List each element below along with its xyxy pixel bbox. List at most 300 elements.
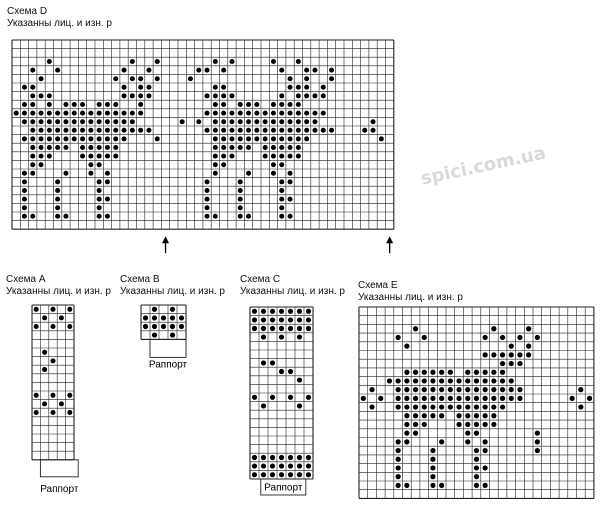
stitch-dot	[88, 119, 93, 124]
stitch-dot	[483, 439, 488, 444]
stitch-dot	[483, 335, 488, 340]
stitch-dot	[279, 145, 284, 150]
stitch-dot	[55, 179, 60, 184]
stitch-dot	[321, 111, 326, 116]
stitch-dot	[97, 179, 102, 184]
stitch-dot	[246, 136, 251, 141]
stitch-dot	[369, 404, 374, 409]
stitch-dot	[47, 136, 52, 141]
stitch-dot	[138, 76, 143, 81]
stitch-dot	[422, 422, 427, 427]
stitch-dot	[122, 128, 127, 133]
stitch-dot	[246, 171, 251, 176]
stitch-dot	[261, 464, 266, 469]
stitch-dot	[465, 404, 470, 409]
stitch-dot	[396, 483, 401, 488]
stitch-dot	[14, 111, 19, 116]
stitch-dot	[288, 171, 293, 176]
stitch-dot	[279, 326, 284, 331]
chart-c-subtitle: Указанны лиц. и изн. р	[240, 286, 345, 297]
stitch-dot	[138, 93, 143, 98]
stitch-dot	[296, 59, 301, 64]
stitch-dot	[517, 387, 522, 392]
stitch-dot	[229, 128, 234, 133]
stitch-dot	[279, 136, 284, 141]
stitch-dot	[378, 396, 383, 401]
stitch-dot	[312, 68, 317, 73]
stitch-dot	[279, 188, 284, 193]
stitch-dot	[55, 214, 60, 219]
stitch-dot	[30, 136, 35, 141]
stitch-dot	[306, 455, 311, 460]
stitch-dot	[587, 396, 592, 401]
stitch-dot	[413, 378, 418, 383]
stitch-dot	[296, 145, 301, 150]
stitch-dot	[491, 326, 496, 331]
stitch-dot	[50, 393, 55, 398]
stitch-dot	[63, 136, 68, 141]
stitch-dot	[404, 483, 409, 488]
stitch-dot	[306, 309, 311, 314]
stitch-dot	[261, 472, 266, 477]
stitch-dot	[500, 361, 505, 366]
stitch-dot	[279, 119, 284, 124]
stitch-dot	[526, 326, 531, 331]
stitch-dot	[404, 431, 409, 436]
stitch-dot	[517, 396, 522, 401]
stitch-dot	[252, 326, 257, 331]
stitch-dot	[188, 76, 193, 81]
stitch-dot	[47, 154, 52, 159]
stitch-dot	[271, 119, 276, 124]
stitch-dot	[439, 483, 444, 488]
stitch-dot	[304, 93, 309, 98]
stitch-dot	[252, 464, 257, 469]
stitch-dot	[67, 410, 72, 415]
stitch-dot	[288, 214, 293, 219]
stitch-dot	[22, 179, 27, 184]
stitch-dot	[238, 136, 243, 141]
stitch-dot	[396, 457, 401, 462]
stitch-dot	[47, 59, 52, 64]
stitch-dot	[261, 335, 266, 340]
stitch-dot	[430, 448, 435, 453]
stitch-dot	[42, 401, 47, 406]
chart-c-title: Схема C	[240, 274, 281, 285]
stitch-dot	[288, 395, 293, 400]
stitch-dot	[138, 111, 143, 116]
stitch-dot	[306, 464, 311, 469]
stitch-dot	[72, 136, 77, 141]
stitch-dot	[88, 136, 93, 141]
stitch-dot	[297, 317, 302, 322]
stitch-dot	[55, 119, 60, 124]
stitch-dot	[296, 111, 301, 116]
stitch-dot	[296, 85, 301, 90]
stitch-dot	[483, 422, 488, 427]
stitch-dot	[105, 102, 110, 107]
stitch-dot	[270, 360, 275, 365]
stitch-dot	[396, 404, 401, 409]
stitch-dot	[205, 188, 210, 193]
stitch-dot	[413, 387, 418, 392]
stitch-dot	[122, 136, 127, 141]
stitch-dot	[105, 154, 110, 159]
stitch-dot	[500, 396, 505, 401]
stitch-dot	[229, 154, 234, 159]
stitch-dot	[80, 119, 85, 124]
stitch-dot	[34, 307, 39, 312]
stitch-dot	[88, 171, 93, 176]
stitch-dot	[279, 111, 284, 116]
stitch-dot	[97, 128, 102, 133]
stitch-dot	[97, 197, 102, 202]
stitch-dot	[474, 413, 479, 418]
stitch-dot	[474, 431, 479, 436]
stitch-dot	[439, 439, 444, 444]
stitch-dot	[456, 422, 461, 427]
stitch-dot	[396, 335, 401, 340]
stitch-dot	[279, 93, 284, 98]
stitch-dot	[229, 119, 234, 124]
stitch-dot	[271, 171, 276, 176]
stitch-dot	[252, 455, 257, 460]
stitch-dot	[213, 93, 218, 98]
stitch-dot	[288, 128, 293, 133]
stitch-dot	[205, 128, 210, 133]
stitch-dot	[430, 404, 435, 409]
stitch-dot	[63, 111, 68, 116]
stitch-dot	[47, 111, 52, 116]
stitch-dot	[296, 102, 301, 107]
stitch-dot	[170, 315, 175, 320]
stitch-dot	[404, 396, 409, 401]
stitch-dot	[270, 326, 275, 331]
stitch-dot	[252, 395, 257, 400]
stitch-dot	[296, 93, 301, 98]
stitch-dot	[491, 396, 496, 401]
stitch-dot	[396, 474, 401, 479]
stitch-dot	[288, 136, 293, 141]
chart-b-subtitle: Указанны лиц. и изн. р	[120, 286, 225, 297]
stitch-dot	[288, 85, 293, 90]
stitch-dot	[430, 413, 435, 418]
stitch-dot	[50, 324, 55, 329]
stitch-dot	[88, 162, 93, 167]
stitch-dot	[297, 309, 302, 314]
stitch-dot	[213, 102, 218, 107]
stitch-dot	[491, 370, 496, 375]
stitch-dot	[238, 188, 243, 193]
stitch-dot	[221, 102, 226, 107]
stitch-dot	[329, 128, 334, 133]
stitch-dot	[304, 128, 309, 133]
chart-b-title: Схема B	[120, 274, 160, 285]
stitch-dot	[448, 387, 453, 392]
stitch-dot	[213, 119, 218, 124]
stitch-dot	[288, 309, 293, 314]
stitch-dot	[361, 396, 366, 401]
stitch-dot	[105, 128, 110, 133]
stitch-dot	[288, 102, 293, 107]
stitch-dot	[297, 326, 302, 331]
stitch-dot	[55, 205, 60, 210]
stitch-dot	[500, 335, 505, 340]
stitch-dot	[47, 145, 52, 150]
stitch-dot	[47, 119, 52, 124]
stitch-dot	[413, 370, 418, 375]
stitch-dot	[535, 439, 540, 444]
stitch-dot	[535, 335, 540, 340]
chart-b-rapport	[149, 339, 188, 370]
stitch-dot	[329, 68, 334, 73]
stitch-dot	[39, 111, 44, 116]
stitch-dot	[105, 171, 110, 176]
rapport-label: Раппорт	[148, 359, 188, 371]
stitch-dot	[152, 315, 157, 320]
stitch-dot	[72, 119, 77, 124]
stitch-dot	[491, 378, 496, 383]
stitch-dot	[296, 154, 301, 159]
stitch-dot	[439, 370, 444, 375]
stitch-dot	[306, 472, 311, 477]
stitch-dot	[80, 154, 85, 159]
stitch-dot	[396, 387, 401, 392]
stitch-dot	[270, 455, 275, 460]
stitch-dot	[30, 171, 35, 176]
stitch-dot	[229, 59, 234, 64]
stitch-dot	[296, 136, 301, 141]
stitch-dot	[288, 317, 293, 322]
stitch-dot	[55, 128, 60, 133]
stitch-dot	[279, 317, 284, 322]
stitch-dot	[113, 136, 118, 141]
stitch-dot	[30, 154, 35, 159]
stitch-dot	[404, 422, 409, 427]
stitch-dot	[483, 396, 488, 401]
stitch-dot	[39, 162, 44, 167]
stitch-dot	[448, 404, 453, 409]
stitch-dot	[63, 171, 68, 176]
stitch-dot	[279, 68, 284, 73]
stitch-dot	[270, 395, 275, 400]
stitch-dot	[122, 111, 127, 116]
stitch-dot	[329, 76, 334, 81]
stitch-dot	[105, 197, 110, 202]
repeat-arrow	[386, 236, 393, 253]
stitch-dot	[448, 378, 453, 383]
stitch-dot	[122, 93, 127, 98]
watermark: spici.com.ua	[419, 142, 548, 190]
stitch-dot	[34, 324, 39, 329]
stitch-dot	[63, 119, 68, 124]
stitch-dot	[59, 315, 64, 320]
stitch-dot	[296, 119, 301, 124]
stitch-dot	[170, 307, 175, 312]
stitch-dot	[97, 188, 102, 193]
stitch-dot	[288, 119, 293, 124]
stitch-dot	[55, 111, 60, 116]
chart-b-grid	[141, 305, 186, 339]
stitch-dot	[30, 145, 35, 150]
stitch-dot	[205, 197, 210, 202]
stitch-dot	[578, 387, 583, 392]
stitch-dot	[491, 422, 496, 427]
stitch-dot	[146, 85, 151, 90]
stitch-dot	[39, 145, 44, 150]
stitch-dot	[221, 136, 226, 141]
stitch-dot	[42, 350, 47, 355]
stitch-dot	[97, 162, 102, 167]
stitch-dot	[439, 413, 444, 418]
stitch-dot	[430, 370, 435, 375]
stitch-dot	[254, 128, 259, 133]
stitch-dot	[483, 465, 488, 470]
stitch-dot	[221, 93, 226, 98]
stitch-dot	[500, 387, 505, 392]
stitch-dot	[422, 335, 427, 340]
stitch-dot	[379, 136, 384, 141]
stitch-dot	[213, 111, 218, 116]
stitch-dot	[297, 464, 302, 469]
stitch-dot	[404, 370, 409, 375]
stitch-dot	[105, 111, 110, 116]
stitch-dot	[152, 333, 157, 338]
stitch-dot	[288, 179, 293, 184]
stitch-dot	[130, 111, 135, 116]
stitch-dot	[152, 324, 157, 329]
stitch-dot	[152, 307, 157, 312]
stitch-dot	[570, 396, 575, 401]
stitch-dot	[288, 154, 293, 159]
stitch-dot	[161, 324, 166, 329]
stitch-dot	[113, 154, 118, 159]
stitch-dot	[238, 179, 243, 184]
stitch-dot	[221, 68, 226, 73]
stitch-dot	[279, 472, 284, 477]
stitch-dot	[146, 68, 151, 73]
stitch-dot	[143, 324, 148, 329]
stitch-dot	[229, 111, 234, 116]
stitch-dot	[113, 111, 118, 116]
stitch-dot	[304, 136, 309, 141]
stitch-dot	[271, 102, 276, 107]
stitch-dot	[297, 335, 302, 340]
stitch-dot	[238, 128, 243, 133]
stitch-dot	[246, 102, 251, 107]
stitch-dot	[39, 93, 44, 98]
stitch-dot	[205, 214, 210, 219]
stitch-dot	[39, 154, 44, 159]
stitch-dot	[252, 472, 257, 477]
stitch-dot	[30, 119, 35, 124]
stitch-dot	[263, 119, 268, 124]
stitch-dot	[55, 197, 60, 202]
stitch-dot	[205, 93, 210, 98]
stitch-dot	[213, 145, 218, 150]
stitch-dot	[413, 431, 418, 436]
stitch-dot	[55, 188, 60, 193]
stitch-dot	[261, 360, 266, 365]
stitch-dot	[288, 76, 293, 81]
stitch-dot	[288, 326, 293, 331]
stitch-dot	[97, 214, 102, 219]
stitch-dot	[271, 128, 276, 133]
stitch-dot	[22, 136, 27, 141]
stitch-dot	[279, 179, 284, 184]
stitch-dot	[422, 396, 427, 401]
stitch-dot	[279, 335, 284, 340]
stitch-dot	[130, 59, 135, 64]
stitch-dot	[238, 102, 243, 107]
stitch-dot	[97, 205, 102, 210]
stitch-dot	[221, 145, 226, 150]
stitch-dot	[261, 403, 266, 408]
stitch-dot	[279, 455, 284, 460]
stitch-dot	[430, 465, 435, 470]
stitch-dot	[34, 410, 39, 415]
stitch-dot	[271, 136, 276, 141]
stitch-dot	[288, 369, 293, 374]
stitch-dot	[474, 422, 479, 427]
stitch-dot	[465, 396, 470, 401]
stitch-dot	[483, 352, 488, 357]
stitch-dot	[252, 317, 257, 322]
stitch-dot	[413, 396, 418, 401]
stitch-dot	[456, 387, 461, 392]
stitch-dot	[396, 396, 401, 401]
stitch-dot	[404, 439, 409, 444]
stitch-dot	[113, 128, 118, 133]
chart-d-grid	[12, 40, 394, 229]
stitch-dot	[30, 111, 35, 116]
stitch-dot	[491, 404, 496, 409]
stitch-dot	[263, 136, 268, 141]
stitch-dot	[72, 102, 77, 107]
stitch-dot	[413, 413, 418, 418]
stitch-dot	[483, 378, 488, 383]
stitch-dot	[271, 145, 276, 150]
stitch-dot	[39, 119, 44, 124]
chart-e-grid	[359, 307, 594, 498]
stitch-dot	[509, 352, 514, 357]
stitch-dot	[221, 128, 226, 133]
stitch-dot	[143, 315, 148, 320]
stitch-dot	[97, 111, 102, 116]
stitch-dot	[238, 205, 243, 210]
stitch-dot	[288, 455, 293, 460]
stitch-dot	[404, 404, 409, 409]
stitch-dot	[55, 136, 60, 141]
stitch-dot	[578, 404, 583, 409]
stitch-dot	[288, 111, 293, 116]
stitch-dot	[105, 214, 110, 219]
stitch-dot	[22, 111, 27, 116]
stitch-dot	[196, 68, 201, 73]
stitch-dot	[42, 367, 47, 372]
stitch-dot	[63, 214, 68, 219]
stitch-dot	[246, 145, 251, 150]
stitch-dot	[396, 465, 401, 470]
stitch-dot	[279, 214, 284, 219]
stitch-dot	[221, 154, 226, 159]
stitch-dot	[80, 128, 85, 133]
stitch-dot	[105, 136, 110, 141]
stitch-dot	[97, 154, 102, 159]
stitch-dot	[221, 162, 226, 167]
stitch-dot	[297, 472, 302, 477]
stitch-dot	[430, 457, 435, 462]
